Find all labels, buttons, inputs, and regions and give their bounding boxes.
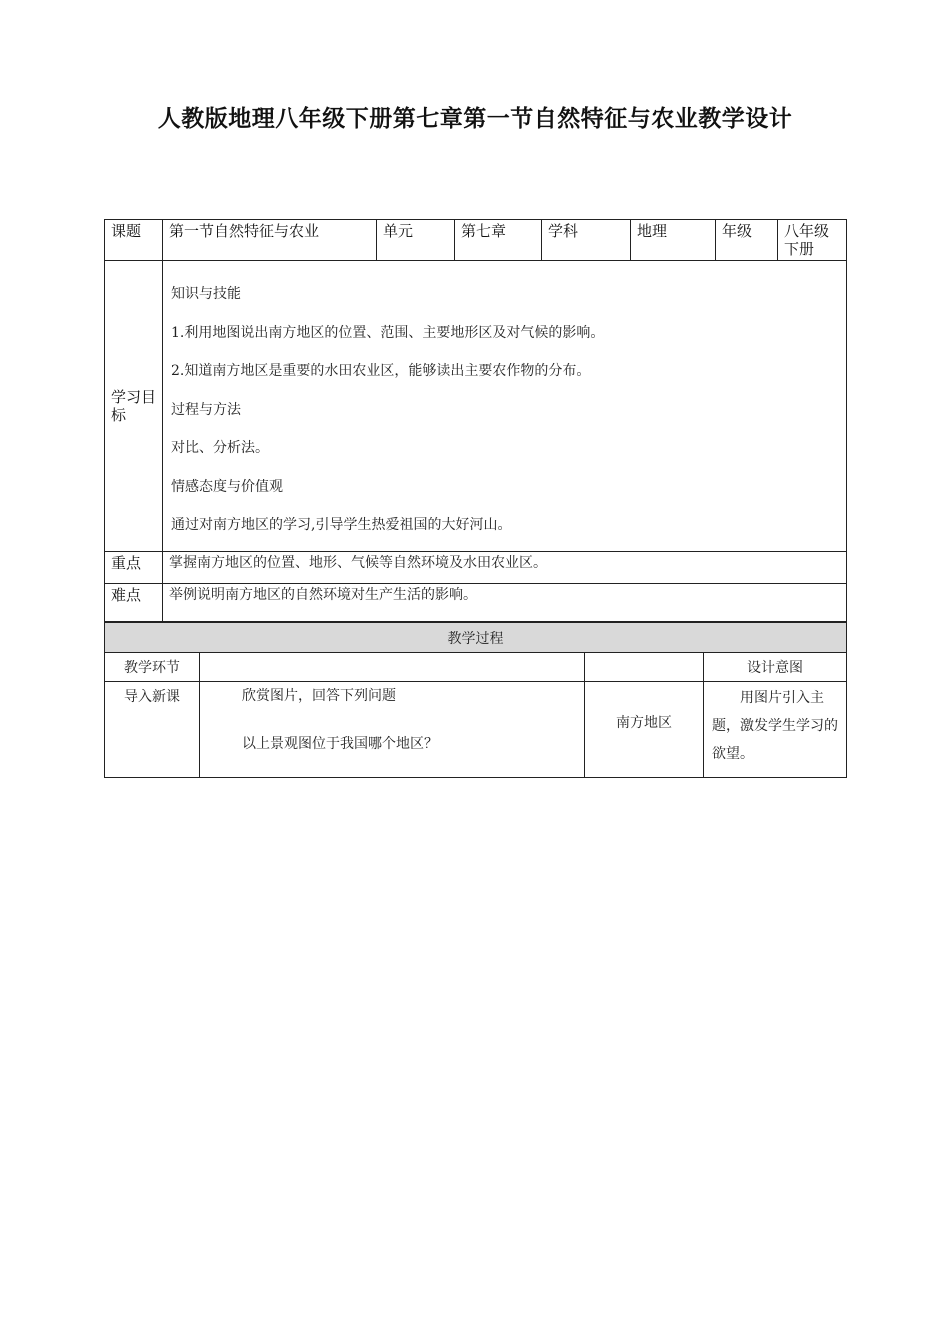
answer-cell: 南方地区	[585, 682, 704, 778]
difficult-point-label: 难点	[105, 584, 163, 622]
objectives-line: 情感态度与价值观	[171, 478, 283, 495]
info-table	[104, 219, 847, 622]
objectives-line: 1.利用地图说出南方地区的位置、范围、主要地形区及对气候的影响。	[171, 324, 605, 341]
content-line: 以上景观图位于我国哪个地区？	[242, 736, 438, 752]
grade-value: 八年级下册	[778, 220, 847, 261]
grade-label: 年级	[716, 220, 778, 261]
process-table	[104, 622, 847, 778]
process-heading: 教学过程	[105, 623, 847, 653]
process-column-row	[105, 653, 847, 682]
subject-label: 学科	[542, 220, 631, 261]
objectives-content	[163, 261, 847, 552]
column-content	[200, 653, 585, 682]
objectives-line: 知识与技能	[171, 286, 241, 302]
objectives-line: 过程与方法	[171, 401, 241, 418]
process-row	[105, 682, 847, 778]
document-title: 人教版地理八年级下册第七章第一节自然特征与农业教学设计	[157, 106, 793, 132]
subject-value: 地理	[631, 220, 716, 261]
column-intent: 设计意图	[704, 653, 847, 682]
objectives-line: 对比、分析法。	[171, 440, 269, 456]
header-row	[105, 220, 847, 261]
objectives-line: 通过对南方地区的学习,引导学生热爱祖国的大好河山。	[171, 517, 512, 533]
content-line: 欣赏图片，回答下列问题	[242, 688, 396, 704]
stage-cell: 导入新课	[105, 682, 200, 778]
key-point-text: 掌握南方地区的位置、地形、气候等自然环境及水田农业区。	[163, 552, 847, 584]
objectives-label: 学习目标	[105, 261, 163, 552]
objectives-line: 2.知道南方地区是重要的水田农业区，能够读出主要农作物的分布。	[171, 363, 591, 379]
difficult-point-row	[105, 584, 847, 622]
objectives-row	[105, 261, 847, 552]
unit-value: 第七章	[455, 220, 542, 261]
column-answer	[585, 653, 704, 682]
column-stage: 教学环节	[105, 653, 200, 682]
process-heading-row	[105, 623, 847, 653]
key-point-label: 重点	[105, 552, 163, 584]
difficult-point-text: 举例说明南方地区的自然环境对生产生活的影响。	[163, 584, 847, 622]
topic-label: 课题	[105, 220, 163, 261]
content-cell	[200, 682, 585, 778]
topic-value: 第一节自然特征与农业	[163, 220, 377, 261]
intent-cell: 用图片引入主题，激发学生学习的欲望。	[704, 682, 847, 778]
unit-label: 单元	[377, 220, 455, 261]
key-point-row	[105, 552, 847, 584]
